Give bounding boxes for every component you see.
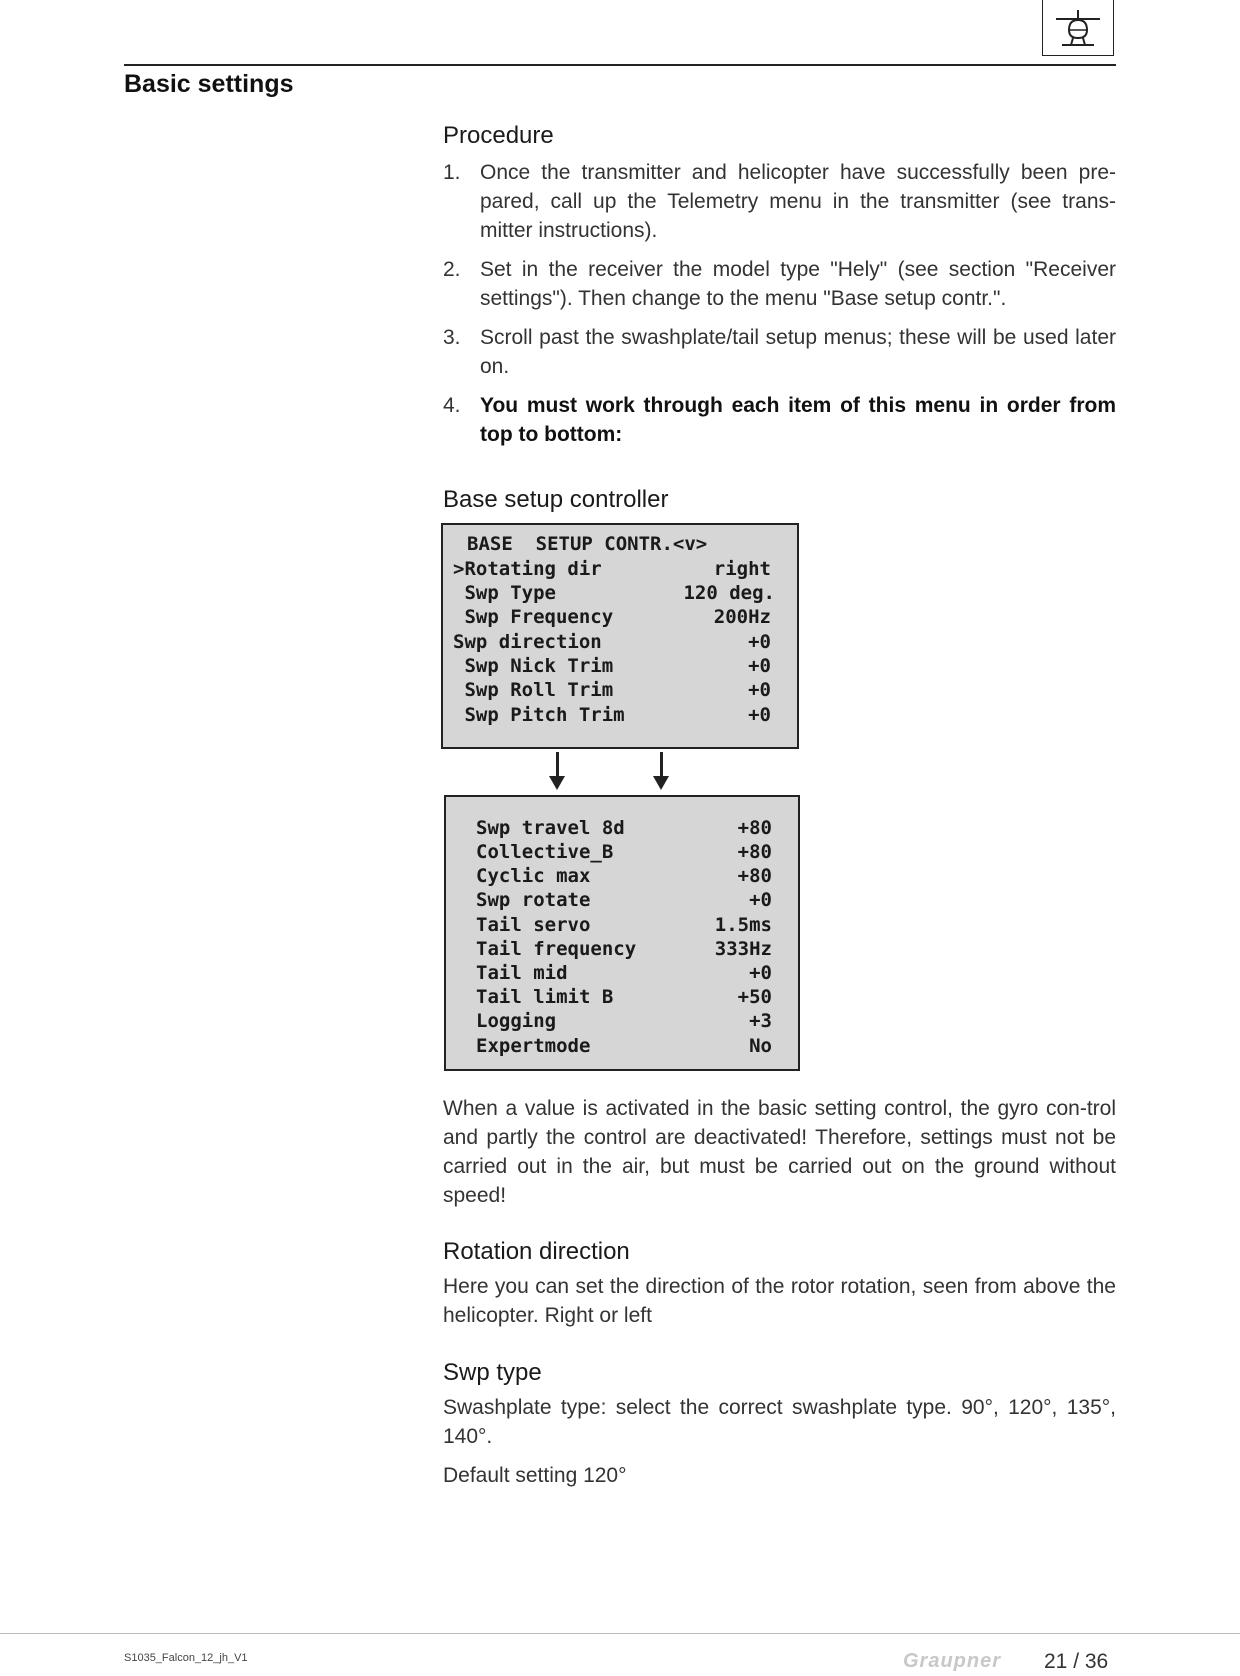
lcd-row: Swp rotate +0 <box>476 889 772 911</box>
procedure-section <box>443 122 1116 459</box>
rotation-heading: Rotation direction <box>443 1238 630 1265</box>
base-setup-heading: Base setup controller <box>443 486 669 513</box>
lcd-row: Logging +3 <box>476 1010 772 1032</box>
swp-type-text: Swashplate type: select the correct swashplate type. 90°, 120°, 135°, 140°. <box>443 1396 1116 1448</box>
lcd-screen-base-setup <box>441 523 799 749</box>
procedure-step: 4. You must work through each item of this menu in order from top to bottom: <box>443 394 1116 446</box>
procedure-step: 2. Set in the receiver the model type "Hely" (see section "Receiver settings"). Then change to the menu "Base setup contr.". <box>443 258 1116 310</box>
lcd-row: Swp Roll Trim +0 <box>453 679 771 701</box>
lcd-row: Swp Pitch Trim +0 <box>453 704 771 726</box>
lcd-row: Cyclic max +80 <box>476 865 772 887</box>
lcd-row: Swp Type 120 deg. <box>453 582 775 604</box>
lcd-row: Collective_B +80 <box>476 841 772 863</box>
warning-paragraph: When a value is activated in the basic setting control, the gyro con-trol and partly the control are deactivated! Therefore, settings must not be carried out in the air, but must be carried out on the ground without speed! <box>443 1097 1116 1207</box>
swp-type-default: Default setting 120° <box>443 1464 627 1487</box>
helicopter-icon-box <box>1042 0 1114 56</box>
lcd-row: Expertmode No <box>476 1035 772 1057</box>
procedure-step: 3. Scroll past the swashplate/tail setup menus; these will be used later on. <box>443 326 1116 378</box>
procedure-heading: Procedure <box>443 122 554 149</box>
section-title: Basic settings <box>124 70 294 98</box>
procedure-step: 1. Once the transmitter and helicopter have successfully been pre-pared, call up the Telemetry menu in the transmitter (see trans-mitter instructions). <box>443 161 1116 242</box>
header-rule <box>124 64 1116 66</box>
page-number: 21 / 36 <box>1044 1650 1109 1673</box>
procedure-steps <box>443 158 1116 449</box>
rotation-section <box>443 1238 1116 1330</box>
lcd-screen-swp-tail <box>444 795 800 1071</box>
lcd-row: Tail mid +0 <box>476 962 772 984</box>
doc-id: S1035_Falcon_12_jh_V1 <box>124 1652 248 1664</box>
rotation-text: Here you can set the direction of the rotor rotation, seen from above the helicopter. Right or left <box>443 1275 1116 1327</box>
lcd-row: >Rotating dir right <box>453 558 771 580</box>
lcd-row: Swp direction +0 <box>453 631 771 653</box>
footer-rule <box>0 1633 1240 1634</box>
brand-logo: Graupner <box>903 1650 1002 1672</box>
lcd-row: Tail limit B +50 <box>476 986 772 1008</box>
lcd-row: Swp Nick Trim +0 <box>453 655 771 677</box>
lcd-title: BASE SETUP CONTR.<v> <box>467 533 708 555</box>
swp-type-heading: Swp type <box>443 1359 542 1386</box>
lcd-row: Tail servo 1.5ms <box>476 914 772 936</box>
lcd-row: Tail frequency 333Hz <box>476 938 772 960</box>
lcd-row: Swp Frequency 200Hz <box>453 606 771 628</box>
swp-type-section <box>443 1359 1116 1490</box>
helicopter-icon <box>1052 6 1104 50</box>
lcd-row: Swp travel 8d +80 <box>476 817 772 839</box>
